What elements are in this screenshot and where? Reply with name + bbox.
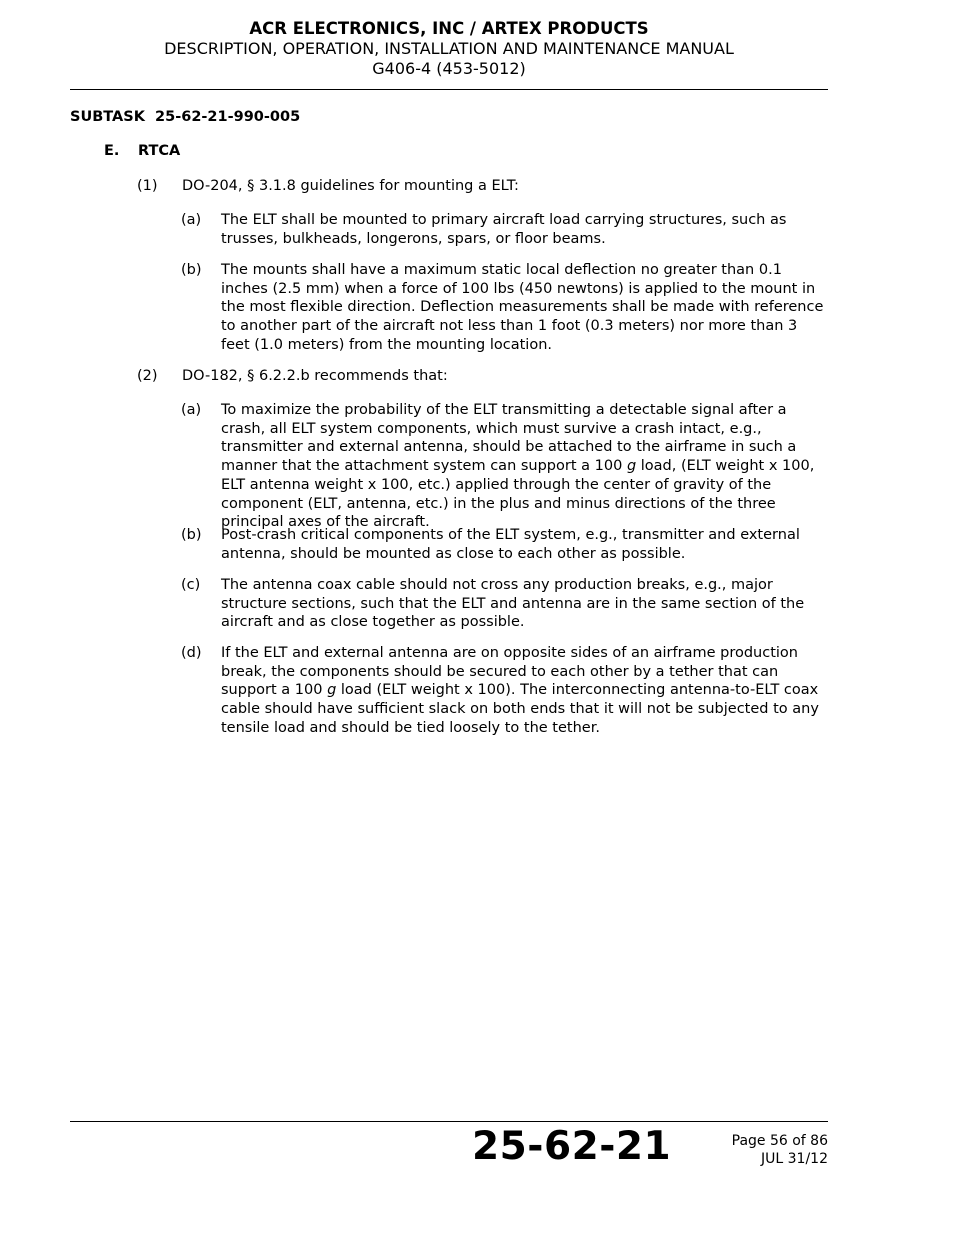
sub-item-text: Post-crash critical components of the ELT system, e.g., transmitter and external antenna, should be mounted as close to each other as possible. — [221, 527, 800, 562]
sub-item-text — [221, 644, 828, 738]
sub-item-number: (b) — [181, 262, 202, 278]
item-number: (1) — [137, 178, 158, 194]
sub-item-text: The antenna coax cable should not cross any production breaks, e.g., major structure sections, such that the ELT and antenna are in the same section of the aircraft and as close together as possible. — [221, 577, 805, 631]
header-divider — [70, 89, 828, 90]
footer-divider — [70, 1121, 828, 1122]
document-number: 25-62-21 — [472, 1124, 672, 1169]
sub-item-number: (a) — [181, 402, 202, 418]
sub-item-text-start: If the ELT and external antenna are on opposite sides of an airframe production break, the components should be secured to each other by a tether that can support a 100 — [221, 645, 798, 699]
revision-date: JUL 31/12 — [761, 1151, 828, 1167]
sub-item-number: (d) — [181, 645, 202, 661]
item-text: DO-182, § 6.2.2.b recommends that: — [182, 368, 448, 384]
item-text: DO-204, § 3.1.8 guidelines for mounting a ELT: — [182, 178, 519, 194]
model-number: G406-4 (453-5012) — [372, 59, 526, 78]
g-unit: g — [626, 458, 637, 475]
sub-item-text-start: To maximize the probability of the ELT transmitting a detectable signal after a crash, all ELT system components, which must survive a crash intact, e.g., transmitter and external antenna, should be attached to the airframe in such a manner that the attachment system can support a 100 — [221, 402, 797, 475]
sub-item-number: (c) — [181, 577, 201, 593]
sub-item-text-end: load (ELT weight x 100). The interconnecting antenna-to-ELT coax cable should have sufficient slack on both ends that it will not be subjected to any tensile load and should be tied loosely to the tether. — [221, 682, 819, 736]
sub-item-number: (a) — [181, 212, 202, 228]
subtask-heading: SUBTASK 25-62-21-990-005 — [70, 109, 301, 125]
page-header — [70, 19, 828, 79]
item-number: (2) — [137, 368, 158, 384]
page-count: Page 56 of 86 — [731, 1133, 828, 1149]
sub-item-number: (b) — [181, 527, 202, 543]
sub-item-text-end: load, (ELT weight x 100, ELT antenna weight x 100, etc.) applied through the center of gravity of the component (ELT, antenna, etc.) in the plus and minus directions of the three principal axes of the aircraft. — [221, 458, 815, 531]
g-unit: g — [327, 682, 337, 699]
company-name: ACR ELECTRONICS, INC / ARTEX PRODUCTS — [249, 19, 649, 38]
sub-item-text: The mounts shall have a maximum static local deflection no greater than 0.1 inches (2.5 mm) when a force of 100 lbs (450 newtons) is applied to the mount in the most flexible direction. Deflection measurements shall be made with reference to another part of the aircraft not less than 1 foot (0.3 meters) nor more than 3 feet (1.0 meters) from the mounting location. — [221, 262, 824, 353]
manual-title: DESCRIPTION, OPERATION, INSTALLATION AND MAINTENANCE MANUAL — [164, 39, 734, 58]
page-info — [700, 1132, 828, 1168]
sub-item-text: The ELT shall be mounted to primary aircraft load carrying structures, such as trusses, bulkheads, longerons, spars, or floor beams. — [221, 212, 787, 247]
section-title: RTCA — [138, 143, 181, 159]
section-letter: E. — [104, 143, 120, 159]
sub-item-text — [221, 401, 828, 532]
